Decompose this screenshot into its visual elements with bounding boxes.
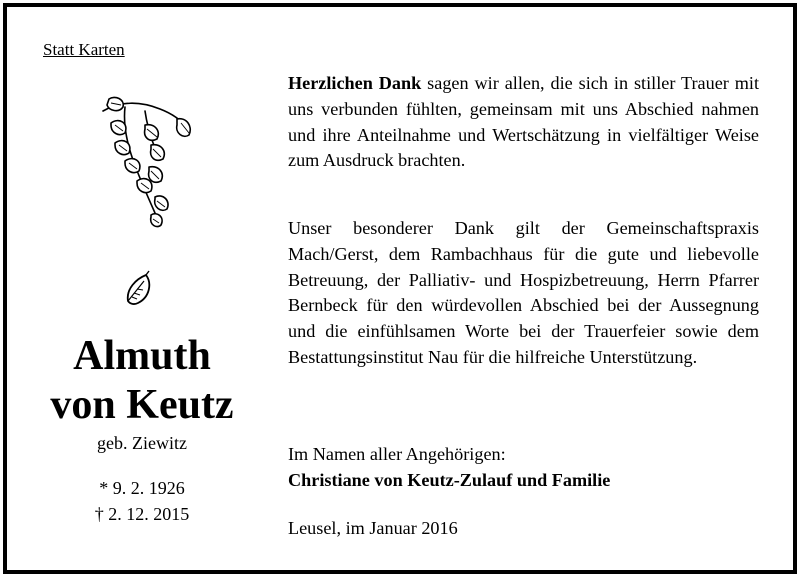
thanks-lead: Herzlichen Dank bbox=[288, 73, 422, 93]
death-date: † 2. 12. 2015 bbox=[94, 504, 190, 524]
maiden-name: geb. Ziewitz bbox=[97, 433, 187, 453]
leaf-branch-icon bbox=[85, 95, 195, 235]
special-thanks-paragraph: Unser besonderer Dank gilt der Gemeinschaftspraxis Mach/Gerst, dem Rambachhaus für die gute und liebevolle Betreuung, der Palliativ- und Hospizbetreuung, Herrn Pfarrer Bernbeck für den würdevollen Abschied bei der Aussegnung und die einfühlsamen Worte bei der Trauerfeier sowie dem Bestattungsinstitut Nau für die hilfreiche Unterstützung. bbox=[288, 218, 759, 367]
deceased-last-name: von Keutz bbox=[50, 382, 234, 428]
birth-date: * 9. 2. 1926 bbox=[99, 478, 185, 498]
signoff-line: Im Namen aller Angehörigen: bbox=[288, 444, 506, 464]
deceased-first-name: Almuth bbox=[73, 333, 211, 379]
single-leaf-icon bbox=[122, 269, 156, 309]
thanks-paragraph bbox=[288, 71, 759, 174]
obituary-card bbox=[3, 3, 797, 574]
statt-karten-label: Statt Karten bbox=[43, 40, 125, 59]
place-date: Leusel, im Januar 2016 bbox=[288, 518, 458, 538]
signoff-block bbox=[288, 442, 759, 494]
signature: Christiane von Keutz-Zulauf und Familie bbox=[288, 469, 611, 490]
thanks-text: sagen wir allen, die sich in stiller Trauer mit uns verbunden fühlten, gemeinsam mit uns Abschied nahmen und ihre Anteilnahme und Wertschätzung in vielfältiger Weise zum Ausdruck brachten. bbox=[288, 73, 760, 171]
